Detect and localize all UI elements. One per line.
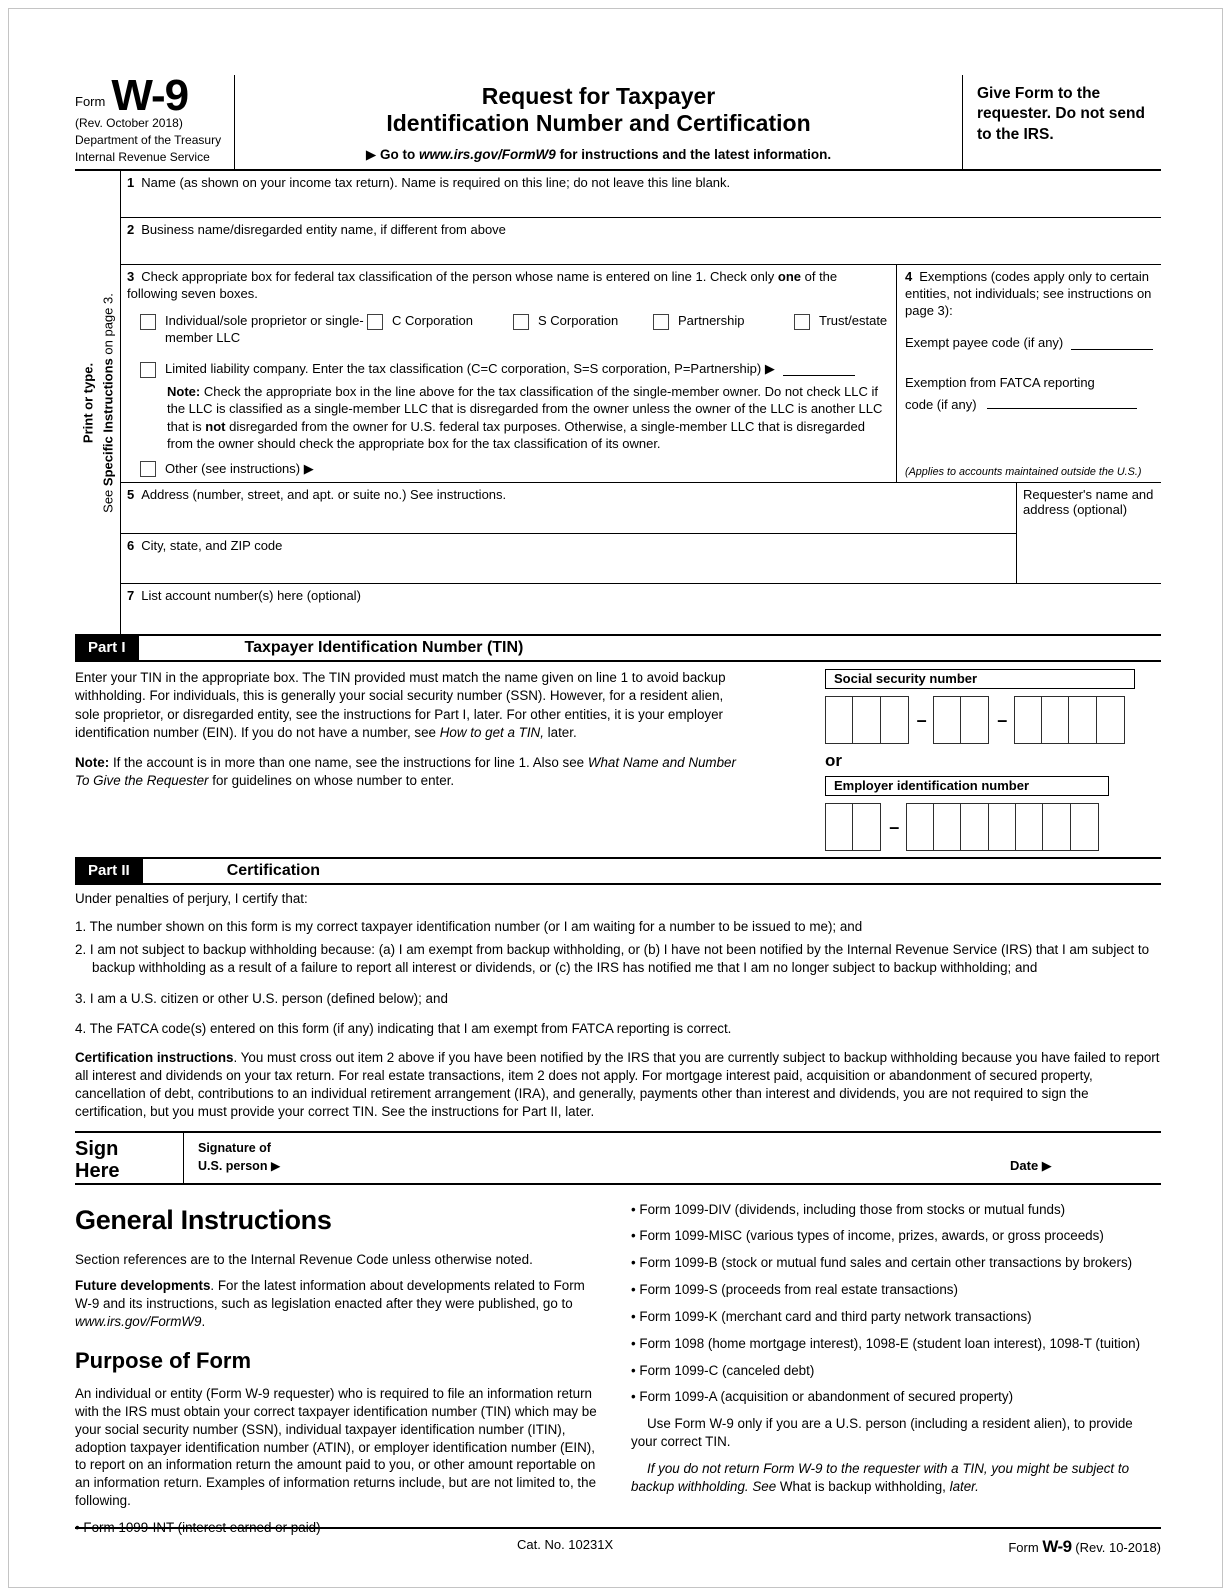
dash-separator: – [916,709,927,730]
footer-form-id: Form W-9 (Rev. 10-2018) [1008,1537,1161,1556]
future-developments-para: Future developments. For the latest information about developments related to Form W-9 and its instructions, such as legislation enacted after they were published, go to www.irs.gov/FormW9. [75,1278,585,1329]
part2-header [75,857,1161,885]
form-word: Form [75,94,106,110]
other-line [127,460,888,477]
instructions-left-column [75,1195,605,1546]
w9-form-page [8,8,1223,1588]
ein-cell[interactable] [1042,803,1071,851]
ein-cell[interactable] [906,803,935,851]
ein-cells [825,803,1161,851]
checkbox-label: C Corporation [392,313,473,329]
ssn-label: Social security number [825,669,1135,689]
exempt-payee-label: Exempt payee code (if any) [905,335,1064,351]
bullet-1099-c: • Form 1099-C (canceled debt) [631,1362,815,1378]
row-classification-exemptions [121,265,1161,483]
row-name [121,171,1161,218]
sidebar-line2: See Specific Instructions on page 3. [99,292,115,513]
general-instructions-heading: General Instructions [75,1204,332,1235]
account-numbers-label: List account number(s) here (optional) [141,588,361,604]
ssn-cell[interactable] [1068,696,1097,744]
form-header [75,71,1161,171]
row-address-requester [121,483,1161,584]
fatca-code-input[interactable] [987,394,1137,409]
department-label: Department of the Treasury [75,133,222,148]
bullet-1098: • Form 1098 (home mortgage interest), 1098-E (student loan interest), 1098-T (tuition) [631,1335,1141,1351]
c-corporation-checkbox[interactable] [367,314,383,330]
tin-instructions [75,669,775,851]
sign-here-label: Sign Here [75,1137,120,1182]
or-label: or [825,751,842,771]
ssn-cell[interactable] [933,696,962,744]
certification-body [75,885,1161,1121]
fatca-label-line2: code (if any) [905,396,977,412]
individual-checkbox[interactable] [140,314,156,330]
general-instructions [75,1195,1161,1546]
classification-label: Check appropriate box for federal tax classification of the person whose name is entered on line 1. Check only one of the following seven boxes. [127,269,838,302]
certification-item-4: 4. The FATCA code(s) entered on this form (if any) indicating that I am exempt from FATCA reporting is correct. [75,1020,732,1036]
ein-cell[interactable] [1070,803,1099,851]
requester-cell [1017,483,1161,583]
ein-label: Employer identification number [825,776,1109,796]
llc-note: Note: Check the appropriate box in the line above for the tax classification of the single-member owner. Do not check LLC if the LLC is classified as a single-member LLC that is disregarded from the owner unless the owner of the LLC is another LLC that is not disregarded from the owner for U.S. federal tax purposes. Otherwise, a single-member LLC that is disregarded from the owner should check the appropriate box for the tax classification of its owner. [167,383,883,451]
requester-label: Requester's name and address (optional) [1023,487,1154,518]
llc-line [127,361,888,378]
backup-withholding-para: If you do not return Form W-9 to the requester with a TIN, you might be subject to backup withholding. See What is backup withholding, later. [631,1460,1130,1494]
applies-note: (Applies to accounts maintained outside the U.S.) [905,466,1142,479]
ein-cell[interactable] [825,803,854,851]
ssn-cell[interactable] [960,696,989,744]
ssn-cells [825,696,1161,744]
bullet-1099-b: • Form 1099-B (stock or mutual fund sales and certain other transactions by brokers) [631,1255,1133,1271]
form-number: W-9 [111,71,189,120]
checkbox-item-individual [140,313,367,347]
bullet-1099-int: • Form 1099-INT (interest earned or paid) [75,1519,321,1535]
tin-section [75,662,1161,857]
ein-cell[interactable] [933,803,962,851]
part2-badge: Part II [75,859,143,883]
tin-note: Note: If the account is in more than one name, see the instructions for line 1. Also see What Name and Number To Give the Requester for guidelines on whose number to enter. [75,754,736,789]
ssn-cell[interactable] [880,696,909,744]
sidebar-line1: Print or type. [80,362,95,443]
page-footer [75,1527,1161,1557]
bullet-1099-s: • Form 1099-S (proceeds from real estate transactions) [631,1282,958,1298]
line-number: 6 [127,538,135,554]
certification-item-2: 2. I am not subject to backup withholding because: (a) I am exempt from backup withholding, or (b) I have not been notified by the Internal Revenue Service (IRS) that I am subject to backup withholding as a result of a failure to report all interest or dividends, or (c) the IRS has notified me that I am no longer subject to backup withholding; and [75,941,1150,975]
checkbox-item-c-corporation [367,313,513,347]
page-title: Request for Taxpayer Identification Number and Certification [386,83,811,137]
purpose-para: An individual or entity (Form W-9 requester) who is required to file an information return with the IRS must obtain your correct taxpayer identification number (TIN) which may be your social security number (SSN), individual taxpayer identification number (ITIN), adoption taxpayer identification number (ATIN), or employer identification number (EIN), to report on an information return the amount paid to you, or other amount reportable on an information return. Examples of information returns include, but are not limited to, the following. [75,1386,597,1509]
exemptions-cell [897,265,1161,482]
exempt-payee-line [905,335,1155,350]
instructions-right-column [631,1195,1161,1546]
taxpayer-info-grid [75,171,1161,634]
form-id-block [75,71,235,169]
give-form-note: Give Form to the requester. Do not send to the IRS. [977,85,1145,143]
checkbox-label: Trust/estate [819,313,888,329]
signature-label: Signature of U.S. person ▶ [198,1140,281,1174]
checkbox-label: Individual/sole proprietor or single-member LLC [165,313,364,346]
part1-badge: Part I [75,636,139,660]
dash-separator: – [889,816,900,837]
row-address [121,483,1016,534]
city-state-zip-label: City, state, and ZIP code [141,538,283,554]
certification-item-1: 1. The number shown on this form is my correct taxpayer identification number (or I am waiting for a number to be issued to me); and [75,919,863,935]
business-name-input[interactable] [127,239,1155,255]
catalog-number: Cat. No. 10231X [517,1537,614,1552]
purpose-of-form-heading: Purpose of Form [75,1347,252,1373]
form-revision: (Rev. October 2018) [75,116,183,131]
ssn-cell[interactable] [1014,696,1043,744]
trust-estate-checkbox[interactable] [794,314,810,330]
title-block [235,75,963,169]
goto-line: ▶ Go to www.irs.gov/FormW9 for instructions and the latest information. [365,147,832,163]
print-or-type-sidebar [75,171,120,634]
other-label: Other (see instructions) ▶ [165,460,314,476]
tin-boxes [775,669,1161,851]
date-area[interactable] [1010,1133,1161,1183]
business-name-label: Business name/disregarded entity name, if different from above [141,222,506,238]
ein-cell[interactable] [988,803,1017,851]
checkbox-label: S Corporation [538,313,619,329]
row-city-state-zip [121,534,1016,583]
line-number: 2 [127,222,135,238]
checkbox-item-partnership [653,313,794,347]
account-numbers-input[interactable] [127,605,1155,621]
part1-title: Taxpayer Identification Number (TIN) [244,639,524,657]
partnership-checkbox[interactable] [653,314,669,330]
ssn-cell[interactable] [852,696,881,744]
bullet-1099-misc: • Form 1099-MISC (various types of income, prizes, awards, or gross proceeds) [631,1228,1104,1244]
tin-paragraph: Enter your TIN in the appropriate box. The TIN provided must match the name given on line 1 to avoid backup withholding. For individuals, this is generally your social security number (SSN). However, for a resident alien, sole proprietor, or disregarded entity, see the instructions for Part I, later. For other entities, it is your employer identification number (EIN). If you do not have a number, see How to get a TIN, later. [75,670,726,740]
checkbox-label: Partnership [678,313,745,329]
city-state-zip-input[interactable] [127,555,1010,571]
certification-instructions: Certification instructions. You must cross out item 2 above if you have been notified by the IRS that you are currently subject to backup withholding because you have failed to report all interest and dividends on your tax return. For real estate transactions, item 2 does not apply. For mortgage interest paid, acquisition or abandonment of secured property, cancellation of debt, contributions to an individual retirement arrangement (IRA), and generally, payments other than interest and dividends, you are not required to sign the certification, but you must provide your correct TIN. See the instructions for Part II, later. [75,1049,1160,1119]
other-checkbox[interactable] [140,461,156,477]
checkbox-item-trust-estate [794,313,888,347]
exempt-payee-code-input[interactable] [1071,335,1153,350]
ssn-cell[interactable] [825,696,854,744]
bullet-1099-k: • Form 1099-K (merchant card and third party network transactions) [631,1308,1032,1324]
row-account-numbers [121,584,1161,634]
irs-url: www.irs.gov/FormW9 [419,147,556,163]
ssn-cell[interactable] [1041,696,1070,744]
line-number: 7 [127,588,135,604]
checkbox-item-s-corporation [513,313,653,347]
date-label: Date ▶ [1010,1157,1052,1173]
name-label: Name (as shown on your income tax return). Name is required on this line; do not leave this line blank. [141,175,731,191]
section-references-para: Section references are to the Internal Revenue Code unless otherwise noted. [75,1251,533,1267]
fatca-line [905,373,1155,416]
row-business-name [121,218,1161,265]
ein-cell[interactable] [960,803,989,851]
llc-checkbox[interactable] [140,362,156,378]
certification-item-3: 3. I am a U.S. citizen or other U.S. person (defined below); and [75,990,448,1006]
part1-header [75,634,1161,662]
dash-separator: – [997,709,1008,730]
line-number: 1 [127,175,135,191]
name-input[interactable] [127,192,1155,208]
requester-input[interactable] [1023,517,1155,533]
part2-title: Certification [226,862,321,880]
bullet-1099-div: • Form 1099-DIV (dividends, including those from stocks or mutual funds) [631,1201,1066,1217]
address-input[interactable] [127,504,1010,520]
fatca-label-line1: Exemption from FATCA reporting [905,375,1095,391]
arrow-icon: ▶ [365,147,377,163]
llc-classification-input[interactable] [783,361,855,376]
ssn-cell[interactable] [1096,696,1125,744]
tax-classification-cell [121,265,897,482]
service-label: Internal Revenue Service [75,150,210,165]
classification-checkbox-row [127,313,888,347]
certification-intro: Under penalties of perjury, I certify that: [75,891,308,907]
bullet-1099-a: • Form 1099-A (acquisition or abandonment of secured property) [631,1389,1014,1405]
line-number: 3 [127,269,135,285]
signature-area[interactable] [183,1133,1010,1183]
exemptions-label: Exemptions (codes apply only to certain entities, not individuals; see instructions on page 3): [905,269,1152,319]
use-form-para: Use Form W-9 only if you are a U.S. person (including a resident alien), to provide your correct TIN. [631,1416,1133,1450]
s-corporation-checkbox[interactable] [513,314,529,330]
address-label: Address (number, street, and apt. or suite no.) See instructions. [141,487,507,503]
llc-label: Limited liability company. Enter the tax classification (C=C corporation, S=S corporation, P=Partnership) ▶ [165,360,775,376]
ein-cell[interactable] [852,803,881,851]
ein-cell[interactable] [1015,803,1044,851]
sign-here-row [75,1131,1161,1185]
line-number: 5 [127,487,135,503]
line-number: 4 [905,269,913,285]
